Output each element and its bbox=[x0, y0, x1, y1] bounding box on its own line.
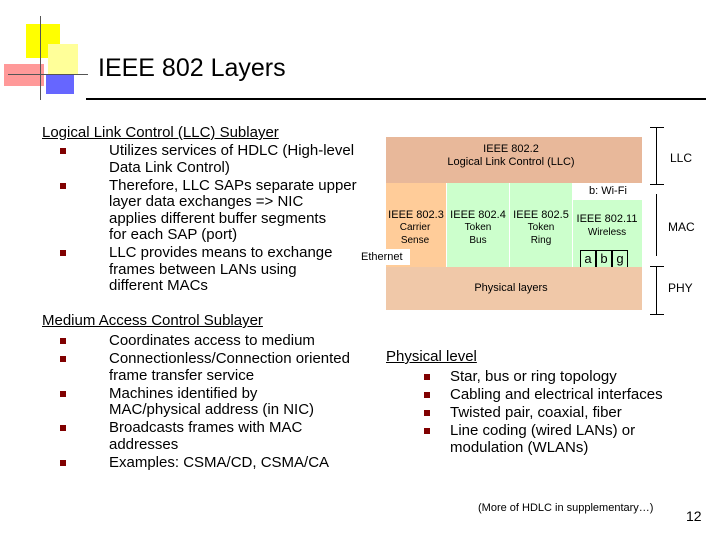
llc-bullet-text: different MACs bbox=[109, 277, 208, 294]
llc-bullet-marker bbox=[60, 148, 66, 154]
mac-bullet-marker bbox=[60, 338, 66, 344]
mac-802-4-line1: Token bbox=[464, 222, 492, 233]
decor-line-horizontal bbox=[8, 74, 88, 75]
mac-heading: Medium Access Control Sublayer bbox=[42, 312, 263, 329]
llc-bullet-marker bbox=[60, 183, 66, 189]
mac-802-4-title: IEEE 802.4 bbox=[450, 209, 506, 221]
side-label-phy: PHY bbox=[668, 281, 693, 295]
wifi-variant-b: b bbox=[596, 250, 612, 268]
phy-bullet-marker bbox=[424, 374, 430, 380]
title-rule bbox=[86, 98, 706, 100]
bracket-llc bbox=[656, 127, 657, 184]
decor-square-pink bbox=[4, 64, 44, 86]
bracket-mac bbox=[656, 194, 657, 256]
mac-802-11-line1: Wireless bbox=[587, 227, 627, 238]
bracket-mac-top bbox=[650, 184, 664, 185]
llc-bullet-marker bbox=[60, 250, 66, 256]
mac-802-3-title: IEEE 802.3 bbox=[388, 209, 444, 221]
mac-bullet-text: frame transfer service bbox=[109, 366, 255, 384]
mac-802-11-title: IEEE 802.11 bbox=[576, 213, 638, 225]
mac-802-3-line2: Sense bbox=[400, 235, 430, 246]
ethernet-label: Ethernet bbox=[361, 251, 403, 263]
footnote: (More of HDLC in supplementary…) bbox=[478, 502, 654, 514]
decor-square-yellow-2 bbox=[48, 44, 78, 74]
mac-bullet-marker bbox=[60, 425, 66, 431]
llc-bullet-text: layer data exchanges => NIC bbox=[109, 193, 304, 210]
llc-box-line2: Logical Link Control (LLC) bbox=[447, 156, 575, 168]
decor-square-blue bbox=[46, 74, 74, 94]
llc-bullet-text: LLC provides means to exchange bbox=[109, 244, 333, 261]
llc-bullet-text: frames between LANs using bbox=[109, 260, 297, 278]
llc-bullet-text: applies different buffer segments bbox=[109, 209, 327, 227]
bracket-phy-bottom bbox=[650, 314, 664, 315]
decor-line-vertical bbox=[40, 16, 41, 100]
side-label-mac: MAC bbox=[668, 220, 695, 234]
slide-title: IEEE 802 Layers bbox=[98, 54, 286, 82]
phy-bullet-text: modulation (WLANs) bbox=[450, 438, 589, 456]
bracket-phy-top bbox=[650, 266, 664, 267]
phy-bullet-text: Twisted pair, coaxial, fiber bbox=[450, 404, 622, 421]
llc-bullet-text: Data Link Control) bbox=[109, 158, 230, 176]
mac-802-5-line1: Token bbox=[527, 222, 555, 233]
mac-bullet-text: Examples: CSMA/CD, CSMA/CA bbox=[109, 453, 330, 471]
llc-bullet-text: for each SAP (port) bbox=[109, 226, 238, 243]
phy-bullet-text: Star, bus or ring topology bbox=[450, 368, 617, 385]
page-number: 12 bbox=[686, 508, 702, 524]
phy-bullet-marker bbox=[424, 392, 430, 398]
mac-bullet-marker bbox=[60, 391, 66, 397]
mac-bullet-text: Connectionless/Connection oriented bbox=[109, 350, 350, 367]
wifi-label: b: Wi-Fi bbox=[589, 185, 627, 197]
phy-heading: Physical level bbox=[386, 348, 477, 365]
mac-bullet-text: Machines identified by bbox=[109, 384, 258, 402]
llc-box-line1: IEEE 802.2 bbox=[483, 143, 539, 155]
mac-802-4-line2: Bus bbox=[469, 235, 487, 246]
mac-802-5-line2: Ring bbox=[530, 235, 552, 246]
llc-bullet-text: Utilizes services of HDLC (High-level bbox=[109, 142, 355, 159]
mac-bullet-marker bbox=[60, 356, 66, 362]
mac-bullet-text: Coordinates access to medium bbox=[109, 332, 315, 349]
phy-bullet-text: Line coding (wired LANs) or bbox=[450, 422, 636, 439]
mac-bullet-marker bbox=[60, 460, 66, 466]
llc-bullet-text: Therefore, LLC SAPs separate upper bbox=[109, 176, 357, 194]
mac-802-5-title: IEEE 802.5 bbox=[513, 209, 569, 221]
side-label-llc: LLC bbox=[670, 151, 693, 165]
mac-bullet-text: MAC/physical address (in NIC) bbox=[109, 401, 315, 418]
wifi-variant-g: g bbox=[612, 250, 628, 268]
phy-bullet-marker bbox=[424, 410, 430, 416]
mac-802-3-line1: Carrier bbox=[399, 222, 431, 233]
mac-bullet-text: Broadcasts frames with MAC bbox=[109, 419, 303, 436]
llc-heading: Logical Link Control (LLC) Sublayer bbox=[42, 124, 279, 141]
wifi-variant-a: a bbox=[580, 250, 596, 268]
mac-bullet-text: addresses bbox=[109, 435, 179, 453]
phy-box-label: Physical layers bbox=[474, 282, 548, 294]
phy-bullet-text: Cabling and electrical interfaces bbox=[450, 386, 663, 403]
phy-bullet-marker bbox=[424, 428, 430, 434]
bracket-phy bbox=[656, 267, 657, 314]
bracket-llc-top bbox=[650, 127, 664, 128]
